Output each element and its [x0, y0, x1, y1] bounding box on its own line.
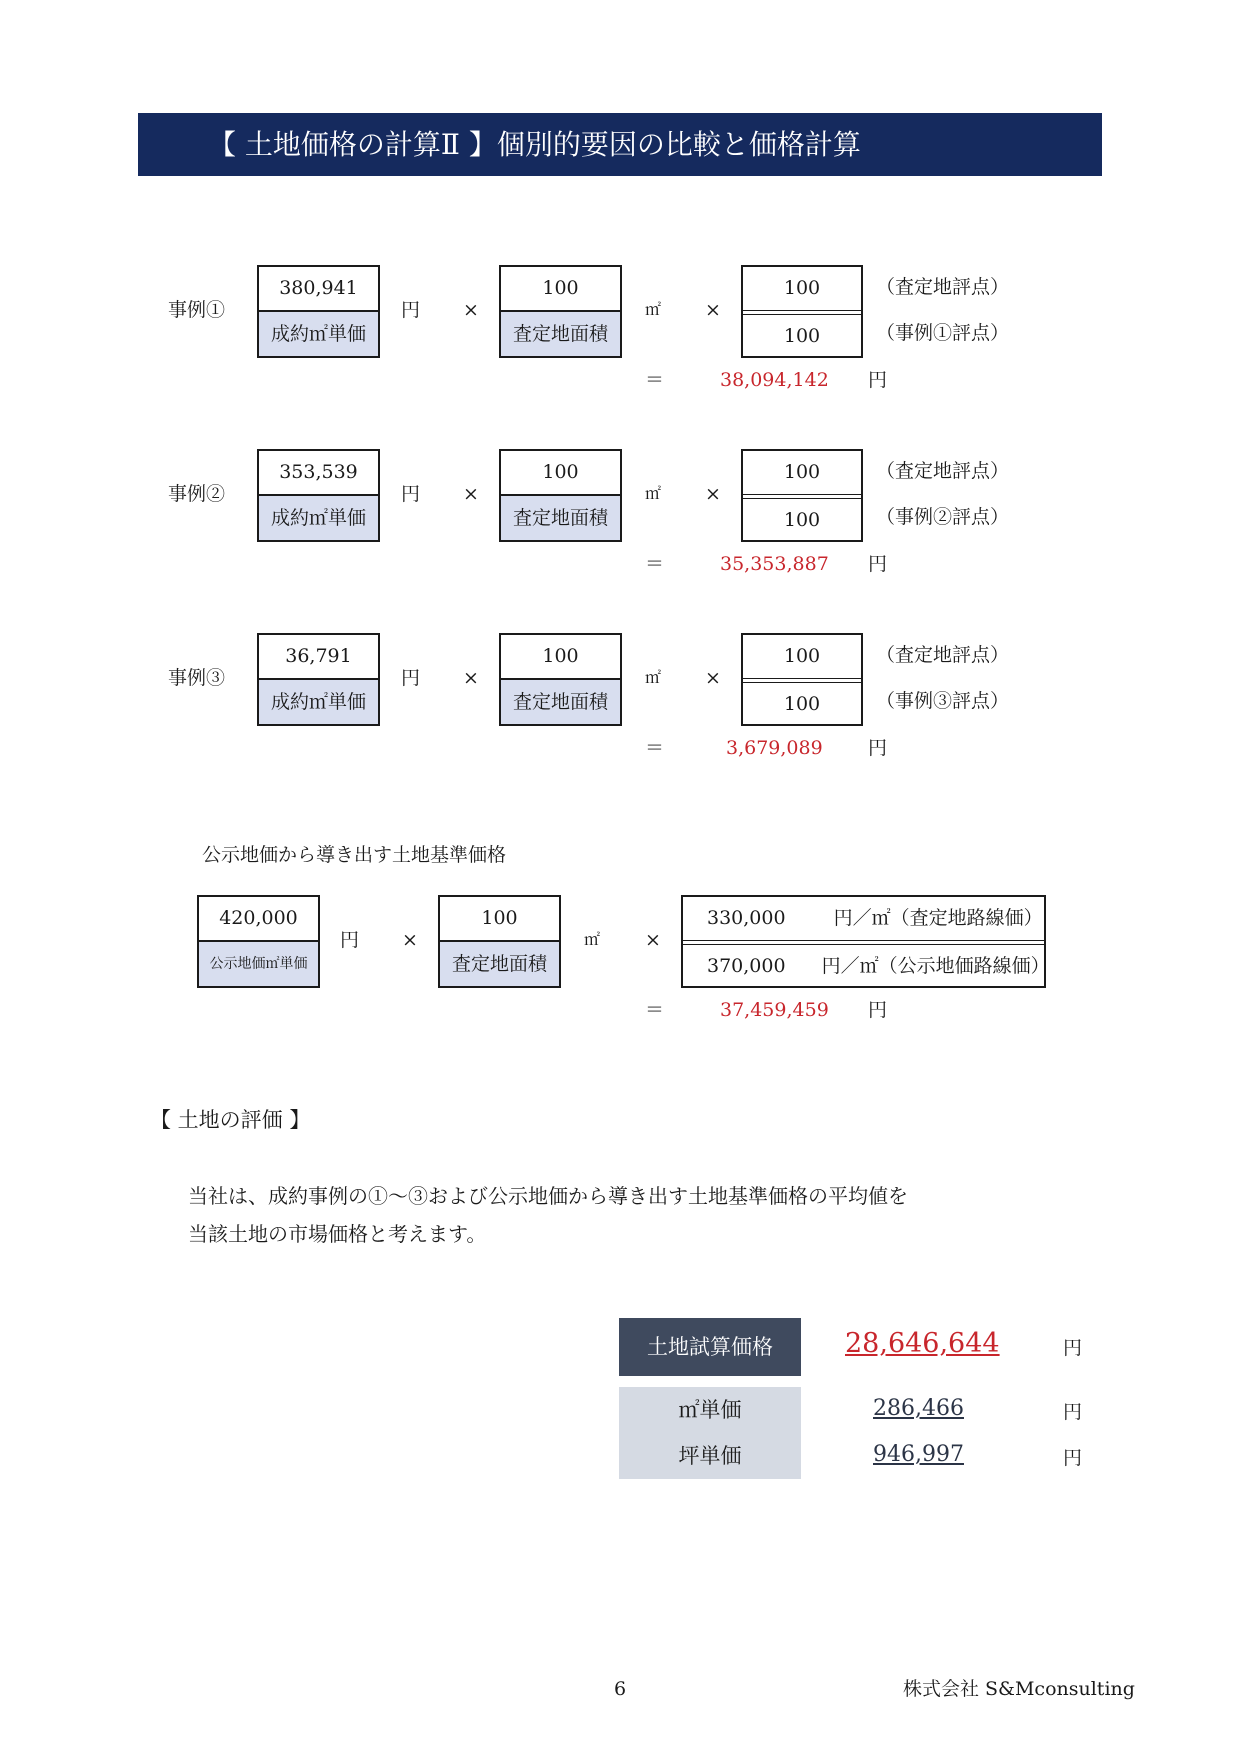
times-sign: ×: [402, 929, 418, 951]
unit-price-label: 成約㎡単価: [259, 680, 378, 724]
unit-price-value: 36,791: [259, 635, 378, 680]
fraction-denominator: 100: [783, 509, 821, 531]
fraction-numerator: [683, 897, 1044, 940]
equals-sign: ＝: [645, 999, 665, 1021]
area-label: 査定地面積: [440, 942, 559, 986]
denominator-label: （事例②評点）: [876, 506, 1010, 528]
area-label: 査定地面積: [501, 496, 620, 540]
summary-sub-labels: [619, 1387, 801, 1479]
numerator-label: （査定地評点）: [876, 276, 1010, 298]
yen-unit: 円: [868, 999, 888, 1021]
denominator-label: （事例③評点）: [876, 690, 1010, 712]
times-sign: ×: [705, 299, 721, 321]
yen-unit: 円: [401, 667, 421, 689]
area-box: [438, 895, 561, 988]
score-fraction: [741, 633, 863, 726]
public-heading: 公示地価から導き出す土地基準価格: [202, 844, 507, 866]
fraction-denominator: 100: [783, 325, 821, 347]
case-result: 3,679,089: [726, 737, 823, 759]
yen-unit: 円: [401, 483, 421, 505]
evaluation-text: [188, 1177, 908, 1253]
unit-price-value: 420,000: [199, 897, 318, 942]
case-result: 38,094,142: [720, 369, 829, 391]
denominator-value: 370,000: [707, 955, 786, 977]
case-label: 事例②: [168, 483, 226, 505]
sqm-unit: ㎡: [645, 300, 662, 319]
area-value: 100: [501, 635, 620, 680]
public-unit-price-box: [197, 895, 320, 988]
yen-unit: 円: [1063, 1401, 1083, 1423]
numerator-label: 円／㎡（査定地路線価）: [833, 907, 1043, 929]
fraction-denominator: 100: [783, 693, 821, 715]
times-sign: ×: [463, 299, 479, 321]
yen-unit: 円: [1063, 1337, 1083, 1359]
public-result: 37,459,459: [720, 999, 829, 1021]
unit-price-label: 成約㎡単価: [259, 496, 378, 540]
fraction-denominator: [683, 945, 1050, 988]
score-fraction: [741, 265, 863, 358]
page-number: 6: [614, 1678, 627, 1700]
numerator-label: （査定地評点）: [876, 460, 1010, 482]
yen-unit: 円: [868, 553, 888, 575]
evaluation-line-1: 当社は、成約事例の①～③および公示地価から導き出す土地基準価格の平均値を: [188, 1184, 908, 1208]
evaluation-line-2: 当該土地の市場価格と考えます。: [188, 1222, 487, 1246]
evaluation-heading: 【 土地の評価 】: [150, 1108, 311, 1132]
fraction-numerator: 100: [783, 645, 821, 667]
times-sign: ×: [705, 667, 721, 689]
times-sign: ×: [705, 483, 721, 505]
sqm-unit: ㎡: [645, 484, 662, 503]
tsubo-price-value: 946,997: [873, 1442, 964, 1467]
sqm-unit: ㎡: [584, 930, 601, 949]
equals-sign: ＝: [645, 737, 665, 759]
case-result: 35,353,887: [720, 553, 829, 575]
page-title: 【 土地価格の計算Ⅱ 】個別的要因の比較と価格計算: [138, 113, 1102, 176]
area-label: 査定地面積: [501, 680, 620, 724]
unit-price-label: 公示地価㎡単価: [199, 942, 318, 986]
area-label: 査定地面積: [501, 312, 620, 356]
area-box: [499, 633, 622, 726]
trial-price-label: 土地試算価格: [619, 1318, 801, 1376]
unit-price-value: 380,941: [259, 267, 378, 312]
denominator-label: 円／㎡（公示地価路線価）: [821, 955, 1050, 977]
unit-price-box: [257, 265, 380, 358]
unit-price-box: [257, 449, 380, 542]
equals-sign: ＝: [645, 369, 665, 391]
route-price-fraction: [681, 895, 1050, 988]
tsubo-price-label: 坪単価: [678, 1444, 742, 1468]
yen-unit: 円: [401, 299, 421, 321]
times-sign: ×: [463, 483, 479, 505]
fraction-numerator: 100: [783, 277, 821, 299]
unit-price-value: 353,539: [259, 451, 378, 496]
trial-price-value: 28,646,644: [845, 1328, 1000, 1359]
numerator-label: （査定地評点）: [876, 644, 1010, 666]
area-box: [499, 449, 622, 542]
yen-unit: 円: [868, 369, 888, 391]
fraction-numerator: 100: [783, 461, 821, 483]
yen-unit: 円: [340, 929, 360, 951]
unit-price-label: 成約㎡単価: [259, 312, 378, 356]
numerator-value: 330,000: [707, 907, 786, 929]
area-value: 100: [501, 451, 620, 496]
yen-unit: 円: [1063, 1447, 1083, 1469]
denominator-label: （事例①評点）: [876, 322, 1010, 344]
score-fraction: [741, 449, 863, 542]
sqm-unit: ㎡: [645, 668, 662, 687]
sqm-price-label: ㎡単価: [678, 1398, 742, 1422]
case-label: 事例③: [168, 667, 226, 689]
area-value: 100: [440, 897, 559, 942]
unit-price-box: [257, 633, 380, 726]
sqm-price-value: 286,466: [873, 1396, 964, 1421]
yen-unit: 円: [868, 737, 888, 759]
case-label: 事例①: [168, 299, 226, 321]
times-sign: ×: [463, 667, 479, 689]
area-value: 100: [501, 267, 620, 312]
times-sign: ×: [645, 929, 661, 951]
equals-sign: ＝: [645, 553, 665, 575]
area-box: [499, 265, 622, 358]
company-name: 株式会社 S&Mconsulting: [903, 1678, 1135, 1700]
